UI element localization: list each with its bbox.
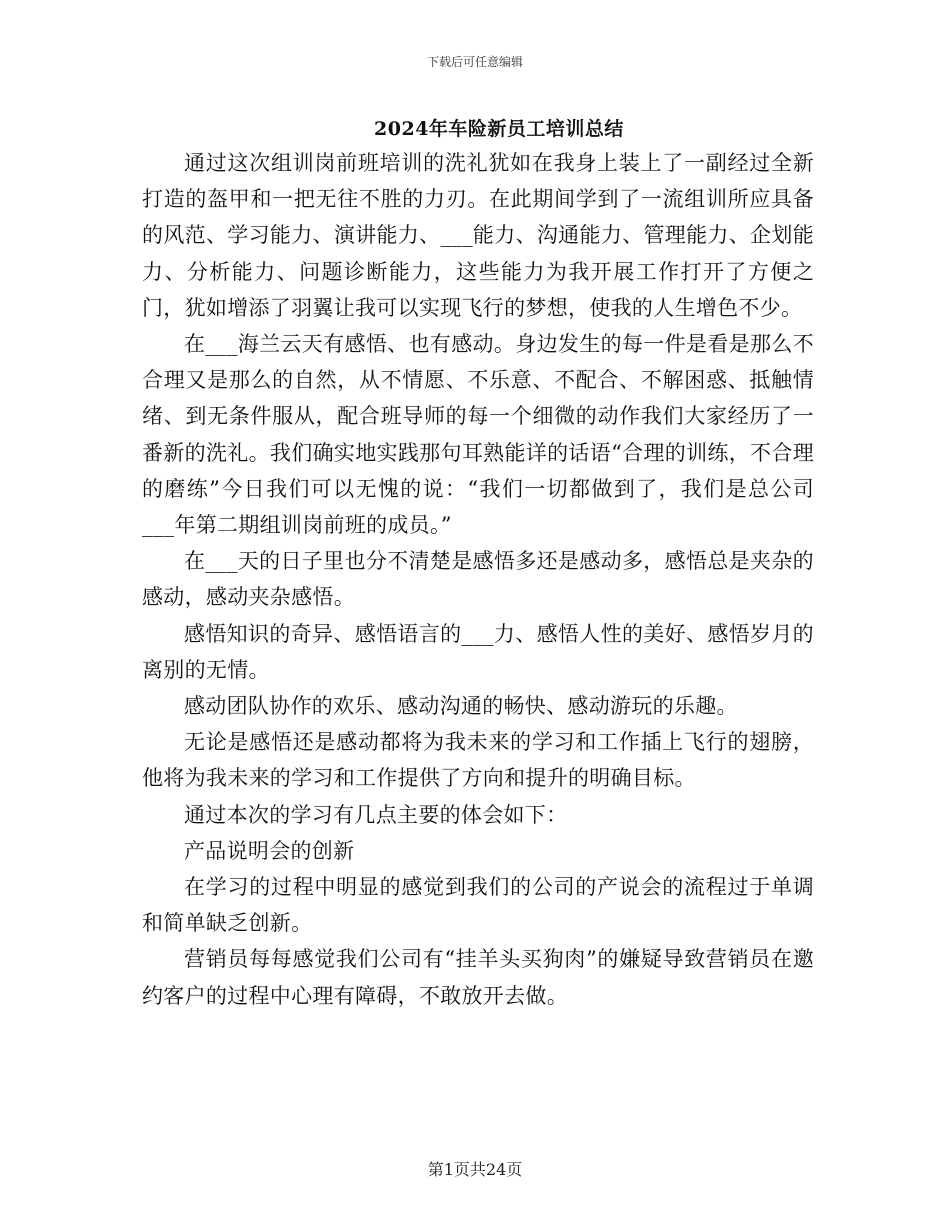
document-body — [142, 145, 814, 1014]
paragraph: 营销员每每感觉我们公司有“挂羊头买狗肉”的嫌疑导致营销员在邀约客户的过程中心理有障碍，不敢放开去做。 — [142, 947, 814, 1008]
page-indicator: 第1页共24页 — [427, 1160, 523, 1179]
section-heading: 产品说明会的创新 — [184, 838, 355, 863]
paragraph: 在___海兰云天有感悟、也有感动。身边发生的每一件是看是那么不合理又是那么的自然，从不情愿、不乐意、不配合、不解困惑、抵触情绪、到无条件服从，配合班导师的每一个细微的动作我们大家经历了一番新的洗礼。我们确实地实践那句耳熟能详的话语“合理的训练，不合理的磨练”今日我们可以无愧的说：“我们一切都做到了，我们是总公司___年第二期组训岗前班的成员。” — [142, 332, 814, 538]
paragraph: 通过本次的学习有几点主要的体会如下： — [184, 802, 568, 827]
download-note: 下载后可任意编辑 — [426, 55, 523, 69]
document-title: 2024年车险新员工培训总结 — [374, 118, 624, 140]
paragraph: 在学习的过程中明显的感觉到我们的公司的产说会的流程过于单调和简单缺乏创新。 — [142, 875, 814, 936]
paragraph: 感悟知识的奇异、感悟语言的___力、感悟人性的美好、感悟岁月的离别的无情。 — [142, 621, 814, 682]
paragraph: 在___天的日子里也分不清楚是感悟多还是感动多，感悟总是夹杂的感动，感动夹杂感悟。 — [142, 549, 814, 610]
paragraph: 无论是感悟还是感动都将为我未来的学习和工作插上飞行的翅膀，他将为我未来的学习和工作提供了方向和提升的明确目标。 — [142, 730, 814, 791]
paragraph: 感动团队协作的欢乐、感动沟通的畅快、感动游玩的乐趣。 — [184, 694, 738, 719]
paragraph: 通过这次组训岗前班培训的洗礼犹如在我身上装上了一副经过全新打造的盔甲和一把无往不胜的力刃。在此期间学到了一流组训所应具备的风范、学习能力、演讲能力、___能力、沟通能力、管理能力、企划能力、分析能力、问题诊断能力，这些能力为我开展工作打开了方便之门，犹如增添了羽翼让我可以实现飞行的梦想，使我的人生增色不少。 — [142, 151, 814, 320]
